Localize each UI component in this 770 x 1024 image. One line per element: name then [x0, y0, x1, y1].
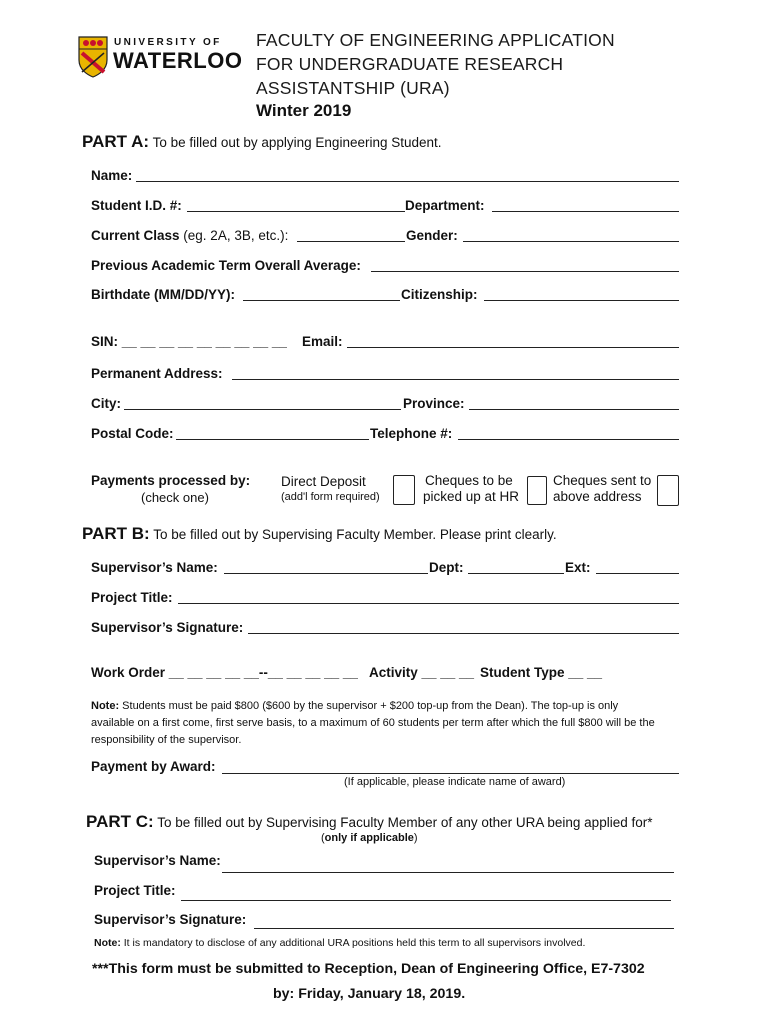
b-note-line1 [91, 698, 691, 715]
student-type-field[interactable]: Student Type __ __ [480, 665, 603, 680]
birthdate-field[interactable] [243, 300, 400, 301]
activity-field[interactable]: Activity __ __ __ [369, 665, 475, 680]
b-ext-field[interactable] [596, 573, 679, 574]
university-logo [78, 34, 243, 80]
c-supervisor-name-field[interactable] [222, 872, 674, 873]
only-if-applicable [321, 832, 418, 844]
b-supervisor-name-field[interactable] [224, 573, 428, 574]
submission-instructions: ***This form must be submitted to Reception, Dean of Engineering Office, E7-7302 [92, 961, 645, 977]
province-field[interactable] [469, 409, 679, 410]
c-project-title-field[interactable] [181, 900, 671, 901]
part-c-subtitle: To be filled out by Supervising Faculty Member of any other URA being applied for* [157, 815, 653, 830]
prev-average-field[interactable] [371, 271, 679, 272]
part-b-label: PART B: [82, 524, 150, 543]
b-project-title-label: Project Title: [91, 590, 173, 605]
logo-waterloo: WATERLOO [113, 48, 243, 73]
c-supervisor-name-label: Supervisor’s Name: [94, 853, 221, 868]
current-class-label [91, 228, 288, 243]
form-term: Winter 2019 [256, 101, 352, 120]
cheque-mail-checkbox[interactable] [657, 475, 679, 506]
c-project-title-label: Project Title: [94, 883, 176, 898]
email-label: Email: [302, 334, 343, 349]
work-order-field[interactable]: Work Order __ __ __ __ __--__ __ __ __ __ [91, 665, 358, 680]
b-note-label: Note: [91, 700, 120, 712]
citizenship-field[interactable] [484, 300, 679, 301]
payments-hint: (check one) [141, 490, 209, 505]
submission-deadline: by: Friday, January 18, 2019. [273, 986, 466, 1002]
telephone-field[interactable] [458, 439, 679, 440]
part-a-label: PART A: [82, 132, 150, 151]
department-label: Department: [405, 198, 485, 213]
direct-deposit-checkbox[interactable] [393, 475, 415, 505]
b-supervisor-name-label: Supervisor’s Name: [91, 560, 218, 575]
current-class-hint: (eg. 2A, 3B, etc.): [183, 228, 289, 243]
b-supervisor-signature-field[interactable] [248, 633, 679, 634]
payments-label: Payments processed by: [91, 473, 251, 488]
b-ext-label: Ext: [565, 560, 591, 575]
form-title-line3: ASSISTANTSHIP (URA) [256, 78, 450, 98]
b-note-line2: available on a first come, first serve basis, to a maximum of 60 students per term after which the full $800 will be the [91, 717, 655, 729]
part-b-subtitle: To be filled out by Supervising Faculty Member. Please print clearly. [153, 527, 557, 542]
postal-code-label: Postal Code: [91, 426, 174, 441]
b-project-title-field[interactable] [178, 603, 679, 604]
payment-by-award-field[interactable] [222, 773, 679, 774]
part-a-subtitle: To be filled out by applying Engineering Student. [152, 135, 442, 150]
city-field[interactable] [124, 409, 401, 410]
part-c-label: PART C: [86, 812, 154, 831]
b-note-text1: Students must be paid $800 ($600 by the supervisor + $200 top-up from the Dean). The top-up is only [122, 700, 619, 712]
birthdate-label: Birthdate (MM/DD/YY): [91, 287, 235, 302]
part-a-heading [82, 132, 442, 152]
c-supervisor-signature-field[interactable] [254, 928, 674, 929]
only-if-open: ( [321, 832, 325, 844]
only-if-text: only if applicable [324, 832, 414, 844]
current-class-field[interactable] [297, 241, 405, 242]
cheque-hr-line2: picked up at HR [423, 489, 520, 504]
current-class-text: Current Class [91, 228, 180, 243]
citizenship-label: Citizenship: [401, 287, 478, 302]
b-dept-label: Dept: [429, 560, 464, 575]
b-dept-field[interactable] [468, 573, 564, 574]
student-id-field[interactable] [187, 211, 405, 212]
postal-code-field[interactable] [176, 439, 369, 440]
c-note-text: It is mandatory to disclose of any additional URA positions held this term to all supervisors involved. [123, 937, 586, 949]
sin-field[interactable]: SIN: __ __ __ __ __ __ __ __ __ [91, 334, 287, 349]
permanent-address-field[interactable] [232, 379, 679, 380]
form-title-line2: FOR UNDERGRADUATE RESEARCH [256, 54, 564, 74]
cheque-mail-line2: above address [553, 489, 642, 504]
gender-field[interactable] [463, 241, 679, 242]
gender-label: Gender: [406, 228, 458, 243]
direct-deposit-label: Direct Deposit [281, 474, 366, 489]
cheque-hr-line1: Cheques to be [425, 473, 513, 488]
only-if-close: ) [413, 832, 418, 844]
c-note-label: Note: [94, 937, 121, 949]
permanent-address-label: Permanent Address: [91, 366, 223, 381]
form-title-line1: FACULTY OF ENGINEERING APPLICATION [256, 30, 615, 50]
c-note [94, 937, 585, 949]
waterloo-shield-icon [78, 36, 108, 78]
part-c-heading [86, 812, 652, 832]
cheque-hr-checkbox[interactable] [527, 476, 547, 505]
award-hint: (If applicable, please indicate name of award) [344, 776, 566, 788]
student-id-label: Student I.D. #: [91, 198, 182, 213]
c-supervisor-signature-label: Supervisor’s Signature: [94, 912, 247, 927]
telephone-label: Telephone #: [370, 426, 453, 441]
b-note-line3: responsibility of the supervisor. [91, 734, 242, 746]
city-label: City: [91, 396, 121, 411]
direct-deposit-hint: (add'l form required) [281, 491, 380, 503]
b-supervisor-signature-label: Supervisor’s Signature: [91, 620, 244, 635]
name-label: Name: [91, 168, 133, 183]
prev-average-label: Previous Academic Term Overall Average: [91, 258, 361, 273]
logo-university-of: UNIVERSITY OF [114, 37, 222, 48]
email-field[interactable] [347, 347, 679, 348]
name-field[interactable] [136, 181, 679, 182]
part-b-heading [82, 524, 557, 544]
province-label: Province: [403, 396, 465, 411]
cheque-mail-line1: Cheques sent to [553, 473, 652, 488]
payment-by-award-label: Payment by Award: [91, 759, 216, 774]
department-field[interactable] [492, 211, 679, 212]
